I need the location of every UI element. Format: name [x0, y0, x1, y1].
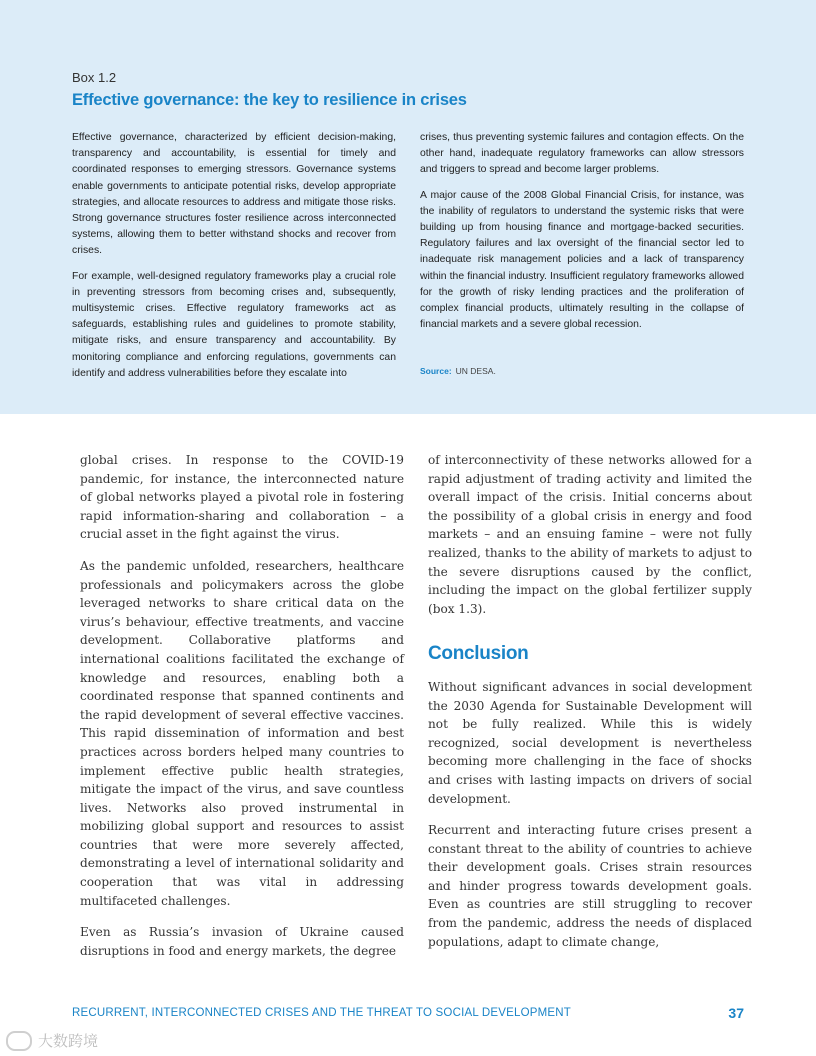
body-paragraph: Without significant advances in social development the 2030 Agenda for Sustainable Development will not be fully realized. While this is widely recognized, social development is nevertheless becoming more challenging in the face of shocks and crises with lasting impacts on drivers of social development. — [428, 679, 752, 806]
watermark-text: 大数跨境 — [38, 1033, 99, 1050]
body-paragraph: As the pandemic unfolded, researchers, healthcare professionals and policymakers across the globe leveraged networks to share critical data on the virus’s behaviour, effective treatments, and vaccine development. Collaborative platforms and international coalitions facilitated the exchange of knowledge and resources, enabling both a coordinated response that spanned continents and the rapid development of several effective vaccines. This rapid dissemination of information and best practices across borders helped many countries to implement effective public health strategies, mitigate the impact of the virus, and save countless lives. Networks also proved instrumental in mobilizing global support and resources to assist countries that were more severely affected, demonstrating a level of international solidarity and cooperation that was vital in addressing multifaceted challenges. — [80, 558, 404, 908]
box-paragraph: A major cause of the 2008 Global Financial Crisis, for instance, was the inability of regulators to understand the systemic risks that were building up from housing finance and mortgage-backed securities. Regulatory failures and lax oversight of the financial sector led to inadequate risk management policies and a lack of transparency within the financial industry. Insufficient regulatory frameworks allowed for the growth of risky lending practices and the proliferation of complex financial products, ultimately resulting in the collapse of financial markets and a severe global recession. — [420, 189, 744, 331]
box-title: Effective governance: the key to resilience in crises — [72, 91, 467, 109]
source-text: UN DESA. — [455, 366, 496, 376]
body-paragraph: global crises. In response to the COVID-19 pandemic, for instance, the interconnected nature of global networks played a pivotal role in fostering rapid information-sharing and collaboration – a crucial asset in the fight against the virus. — [80, 453, 404, 542]
box-paragraph: Effective governance, characterized by efficient decision-making, transparency and accountability, is essential for timely and coordinated responses to emerging stressors. Governance systems enable governments to anticipate potential risks, develop appropriate strategies, and allocate resources to address and mitigate those risks. Strong governance structures foster resilience across interconnected systems, allowing them to better withstand shocks and recover from crises. — [72, 132, 396, 257]
box-paragraph: For example, well-designed regulatory frameworks play a crucial role in preventing stressors from becoming crises and, subsequently, multisystemic crises. Effective regulatory frameworks act as safeguards, establishing rules and guidelines to promote stability, mitigate risks, and ensure transparency and accountability. By monitoring compliance and enforcing regulations, governments can identify and address vulnerabilities before they escalate into — [72, 270, 396, 379]
camera-logo-icon — [6, 1031, 32, 1051]
body-paragraph: of interconnectivity of these networks allowed for a rapid adjustment of trading activity and limited the overall impact of the crisis. Initial concerns about the possibility of a global crisis in energy and food markets – and an ensuing famine – were not fully realized, thanks to the ability of markets to adjust to the severe disruptions caused by the conflict, including the impact on the global fertilizer supply (box 1.3). — [428, 453, 752, 616]
box-left-column — [72, 130, 396, 391]
body-paragraph: Even as Russia’s invasion of Ukraine caused disruptions in food and energy markets, the degree — [80, 925, 404, 958]
body-paragraph: Recurrent and interacting future crises present a constant threat to the ability of countries to achieve their development goals. Crises strain resources and hinder progress towards development goals. Even as countries are still struggling to recover from the pandemic, address the needs of displaced populations, adapt to climate change, — [428, 823, 752, 949]
source-label: Source: — [420, 366, 452, 376]
main-left-column — [80, 451, 404, 973]
box-paragraph: crises, thus preventing systemic failures and contagion effects. On the other hand, inadequate regulatory frameworks can allow stressors and triggers to spread and become larger problems. — [420, 132, 744, 176]
main-right-column — [428, 451, 752, 964]
box-panel — [0, 0, 816, 414]
box-right-column — [420, 130, 744, 342]
box-label: Box 1.2 — [72, 70, 117, 85]
running-title: RECURRENT, INTERCONNECTED CRISES AND THE THREAT TO SOCIAL DEVELOPMENT — [72, 1007, 572, 1019]
box-source — [420, 366, 496, 376]
conclusion-heading: Conclusion — [428, 643, 529, 665]
watermark — [6, 1030, 98, 1051]
page-number: 37 — [728, 1005, 744, 1021]
